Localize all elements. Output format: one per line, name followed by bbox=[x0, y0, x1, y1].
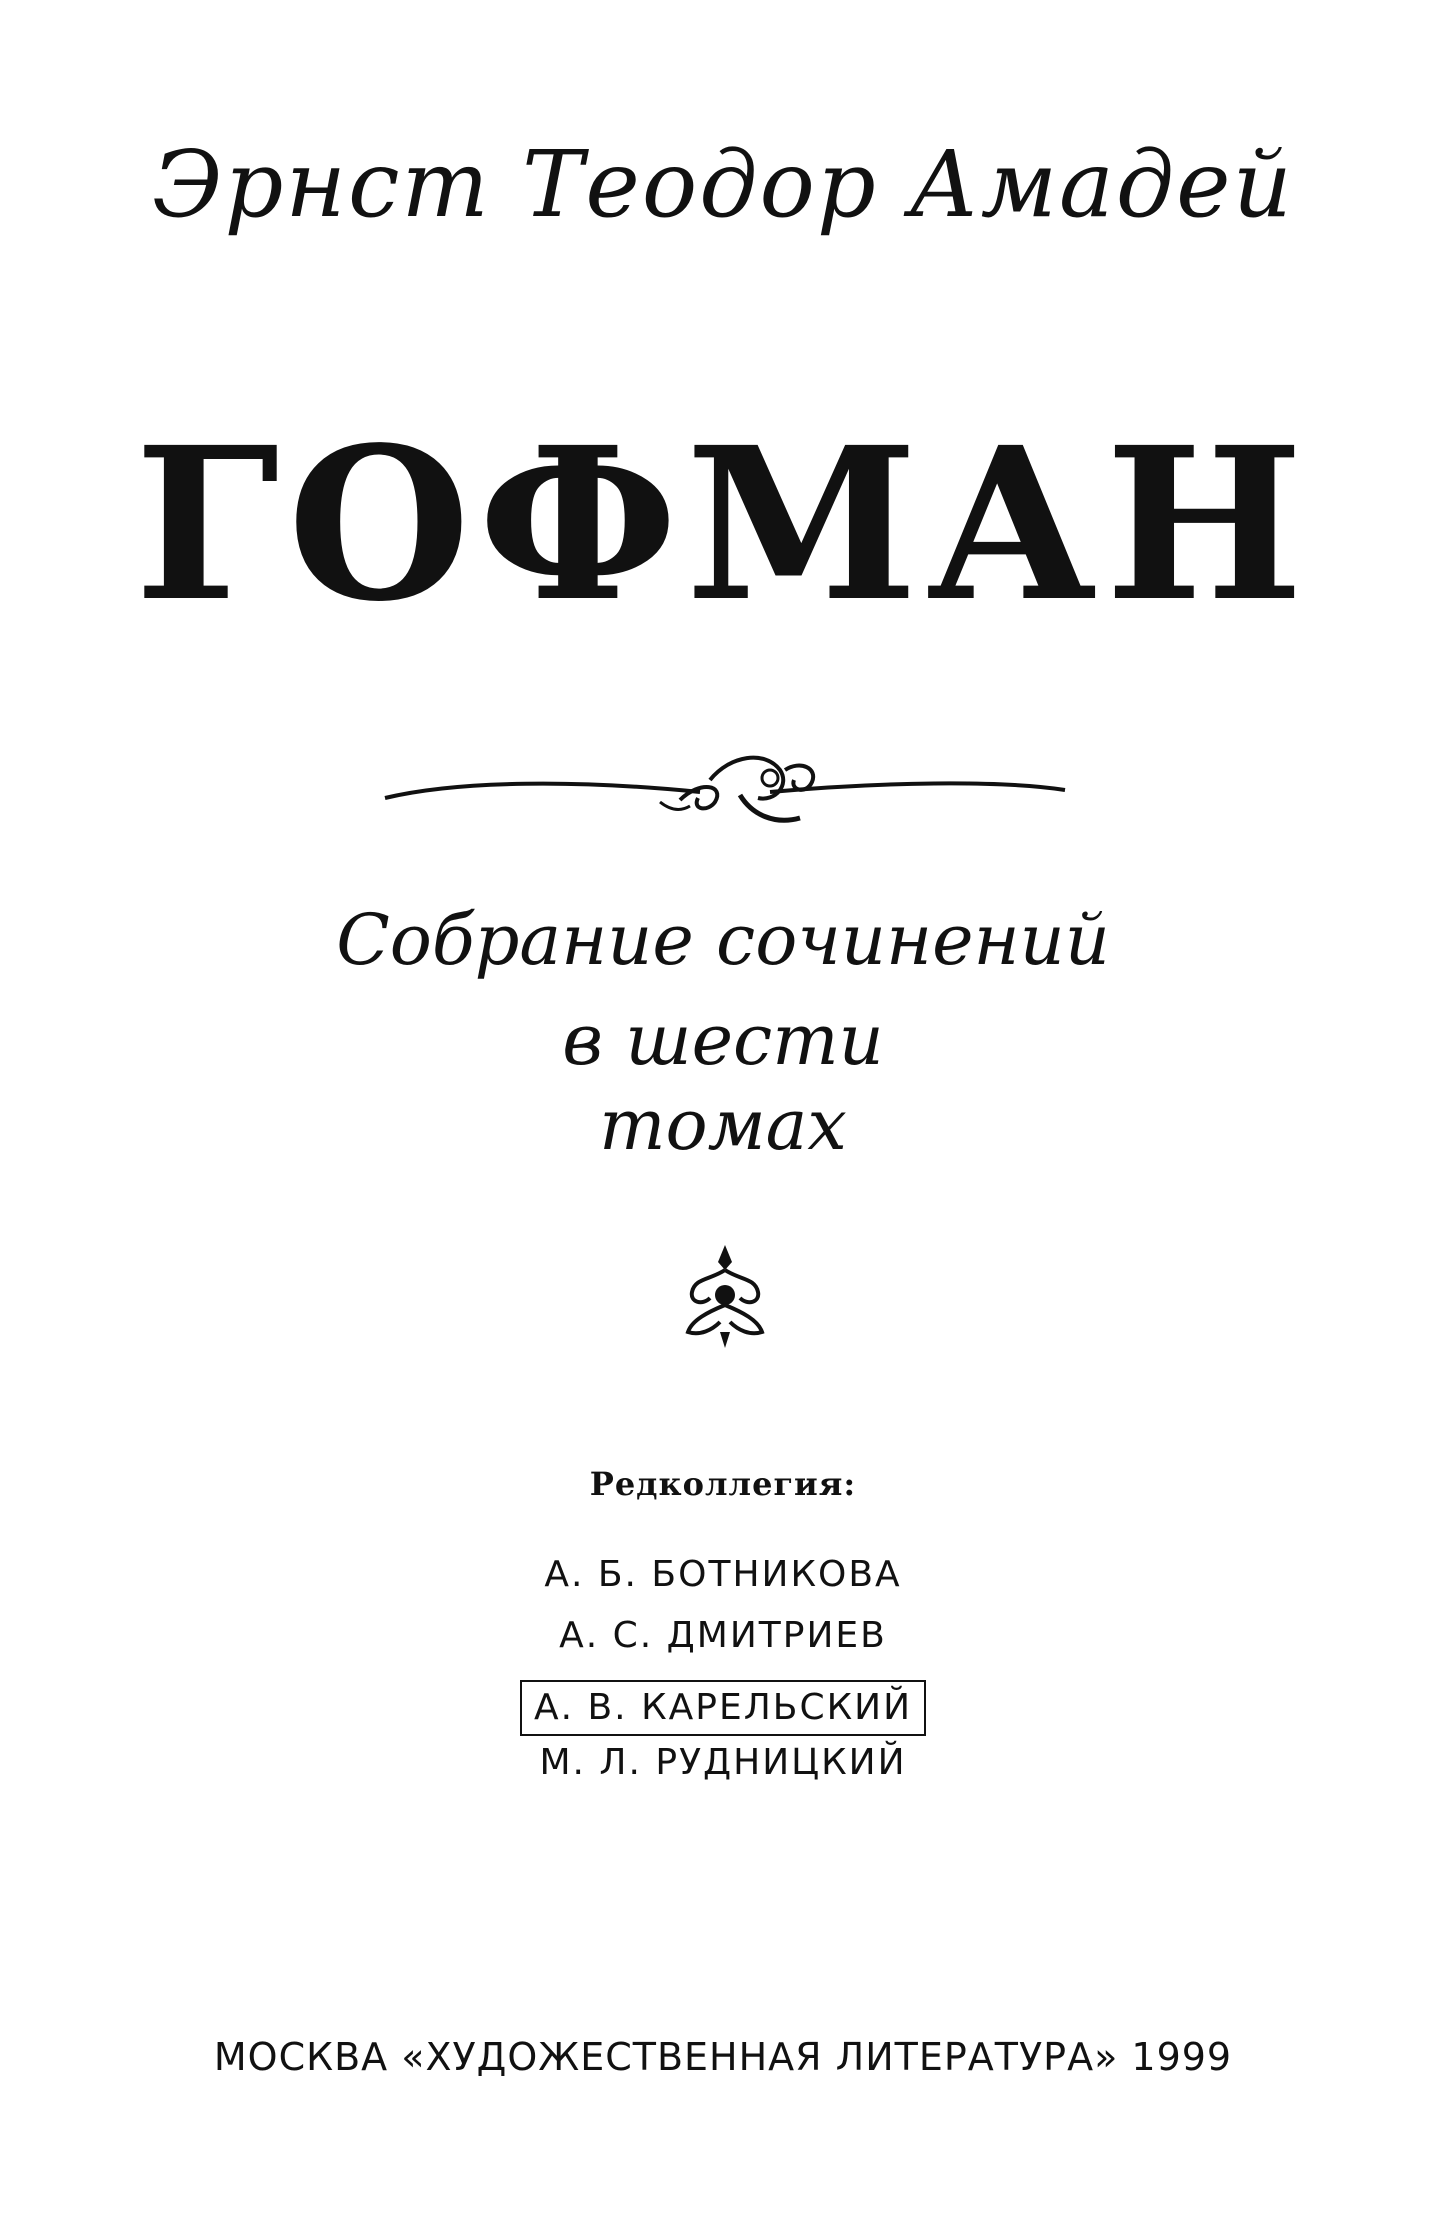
editorial-board-heading: Редколлегия: bbox=[589, 1465, 857, 1503]
author-names: Эрнст Теодор Амадей bbox=[152, 131, 1294, 238]
series-title-line-2: в шести bbox=[562, 999, 884, 1081]
board-member bbox=[0, 1554, 1446, 1595]
publisher-imprint: МОСКВА «ХУДОЖЕСТВЕННАЯ ЛИТЕРАТУРА» 1999 bbox=[213, 2035, 1233, 2079]
series-title-line-3: томах bbox=[599, 1084, 847, 1166]
board-member-name: А. С. ДМИТРИЕВ bbox=[559, 1615, 887, 1656]
board-member-name: М. Л. РУДНИЦКИЙ bbox=[539, 1742, 907, 1783]
flower-ornament-icon bbox=[680, 1240, 770, 1350]
board-member-highlighted bbox=[0, 1680, 1446, 1736]
series-title-line-1: Собрание сочинений bbox=[336, 899, 1110, 981]
author-surname: ГОФМАН bbox=[134, 401, 1312, 648]
board-member bbox=[0, 1742, 1446, 1783]
board-member-name: А. Б. БОТНИКОВА bbox=[544, 1554, 902, 1595]
board-member bbox=[0, 1615, 1446, 1656]
ornamental-divider bbox=[380, 740, 1070, 830]
board-member-name: А. В. КАРЕЛЬСКИЙ bbox=[520, 1680, 926, 1736]
